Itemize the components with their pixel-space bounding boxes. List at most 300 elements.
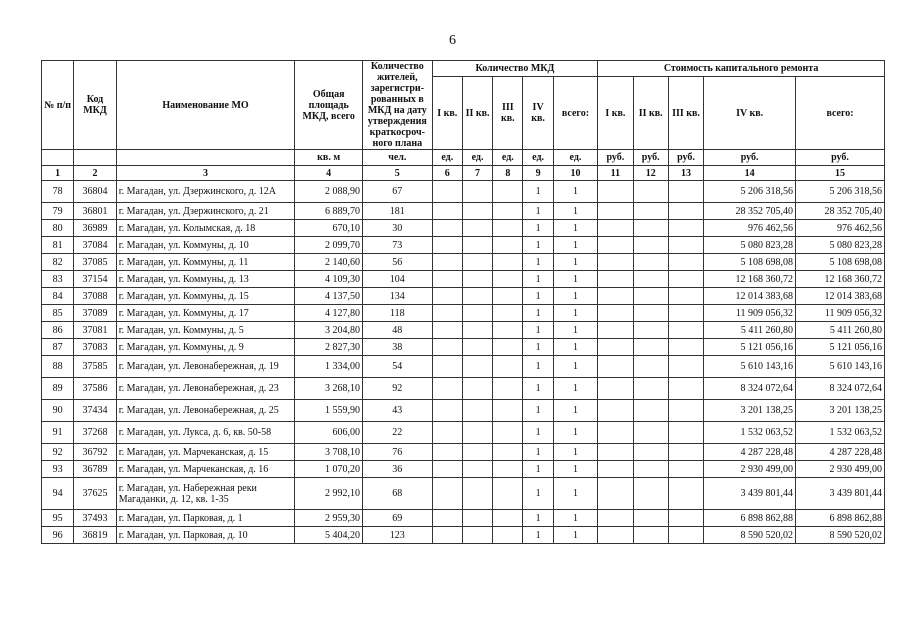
row-cost-total: 5 080 823,28 bbox=[796, 237, 885, 254]
row-cost-q4: 6 898 862,88 bbox=[704, 510, 796, 527]
row-name: г. Магадан, ул. Парковая, д. 10 bbox=[116, 527, 295, 544]
table-row bbox=[42, 339, 885, 356]
row-count-total: 1 bbox=[553, 422, 597, 444]
row-count-q3 bbox=[493, 510, 523, 527]
row-cost-q1 bbox=[598, 461, 633, 478]
row-count-q3 bbox=[493, 400, 523, 422]
row-cost-q2 bbox=[633, 271, 668, 288]
row-cost-q4: 5 080 823,28 bbox=[704, 237, 796, 254]
row-cost-q4: 2 930 499,00 bbox=[704, 461, 796, 478]
row-residents: 123 bbox=[362, 527, 432, 544]
row-count-q3 bbox=[493, 478, 523, 510]
row-count-total: 1 bbox=[553, 527, 597, 544]
row-number: 93 bbox=[42, 461, 74, 478]
unit-rub: руб. bbox=[633, 150, 668, 166]
row-area: 3 708,10 bbox=[295, 444, 363, 461]
row-name: г. Магадан, ул. Коммуны, д. 10 bbox=[116, 237, 295, 254]
table-row bbox=[42, 254, 885, 271]
row-cost-q4: 3 201 138,25 bbox=[704, 400, 796, 422]
row-count-q1 bbox=[432, 339, 462, 356]
row-count-q2 bbox=[462, 339, 492, 356]
row-count-total: 1 bbox=[553, 444, 597, 461]
row-code: 37625 bbox=[74, 478, 116, 510]
row-area: 4 127,80 bbox=[295, 305, 363, 322]
row-cost-q1 bbox=[598, 527, 633, 544]
row-residents: 36 bbox=[362, 461, 432, 478]
row-cost-q3 bbox=[668, 237, 703, 254]
row-count-q1 bbox=[432, 444, 462, 461]
row-name: г. Магадан, ул. Коммуны, д. 5 bbox=[116, 322, 295, 339]
header-cost-total: всего: bbox=[796, 77, 885, 150]
row-cost-q4: 976 462,56 bbox=[704, 220, 796, 237]
row-cost-q4: 5 411 260,80 bbox=[704, 322, 796, 339]
row-code: 37083 bbox=[74, 339, 116, 356]
row-cost-q2 bbox=[633, 400, 668, 422]
row-count-q3 bbox=[493, 271, 523, 288]
row-count-q3 bbox=[493, 378, 523, 400]
row-count-q2 bbox=[462, 237, 492, 254]
row-cost-total: 5 108 698,08 bbox=[796, 254, 885, 271]
row-cost-q2 bbox=[633, 305, 668, 322]
row-cost-q3 bbox=[668, 478, 703, 510]
row-count-q2 bbox=[462, 444, 492, 461]
row-count-q4: 1 bbox=[523, 461, 553, 478]
row-count-q4: 1 bbox=[523, 322, 553, 339]
row-cost-total: 3 439 801,44 bbox=[796, 478, 885, 510]
row-cost-q2 bbox=[633, 339, 668, 356]
row-cost-total: 5 121 056,16 bbox=[796, 339, 885, 356]
table-row bbox=[42, 378, 885, 400]
row-area: 606,00 bbox=[295, 422, 363, 444]
row-cost-q1 bbox=[598, 181, 633, 203]
row-count-q4: 1 bbox=[523, 510, 553, 527]
header-cost-q4: IV кв. bbox=[704, 77, 796, 150]
row-count-total: 1 bbox=[553, 339, 597, 356]
row-code: 36792 bbox=[74, 444, 116, 461]
row-count-q4: 1 bbox=[523, 203, 553, 220]
row-cost-q4: 11 909 056,32 bbox=[704, 305, 796, 322]
row-name: г. Магадан, ул. Левонабережная, д. 19 bbox=[116, 356, 295, 378]
row-number: 96 bbox=[42, 527, 74, 544]
row-name: г. Магадан, ул. Дзержинского, д. 21 bbox=[116, 203, 295, 220]
column-number: 12 bbox=[633, 166, 668, 181]
row-number: 94 bbox=[42, 478, 74, 510]
row-code: 37434 bbox=[74, 400, 116, 422]
row-code: 37493 bbox=[74, 510, 116, 527]
row-area: 2 099,70 bbox=[295, 237, 363, 254]
row-count-q4: 1 bbox=[523, 271, 553, 288]
header-num: № п/п bbox=[42, 61, 74, 150]
row-residents: 48 bbox=[362, 322, 432, 339]
row-number: 87 bbox=[42, 339, 74, 356]
row-code: 37585 bbox=[74, 356, 116, 378]
row-number: 92 bbox=[42, 444, 74, 461]
row-count-total: 1 bbox=[553, 220, 597, 237]
row-area: 3 268,10 bbox=[295, 378, 363, 400]
row-cost-q4: 4 287 228,48 bbox=[704, 444, 796, 461]
row-number: 88 bbox=[42, 356, 74, 378]
row-number: 89 bbox=[42, 378, 74, 400]
row-code: 37084 bbox=[74, 237, 116, 254]
row-cost-q1 bbox=[598, 510, 633, 527]
row-count-q3 bbox=[493, 254, 523, 271]
unit-rub: руб. bbox=[598, 150, 633, 166]
table-row bbox=[42, 322, 885, 339]
row-count-q1 bbox=[432, 527, 462, 544]
row-count-q4: 1 bbox=[523, 220, 553, 237]
row-code: 37586 bbox=[74, 378, 116, 400]
row-cost-q3 bbox=[668, 461, 703, 478]
row-residents: 181 bbox=[362, 203, 432, 220]
row-count-q4: 1 bbox=[523, 444, 553, 461]
column-number: 8 bbox=[493, 166, 523, 181]
row-count-q3 bbox=[493, 422, 523, 444]
row-cost-q4: 1 532 063,52 bbox=[704, 422, 796, 444]
table-row bbox=[42, 237, 885, 254]
header-count-q3: III кв. bbox=[493, 77, 523, 150]
row-count-q2 bbox=[462, 181, 492, 203]
header-count-total: всего: bbox=[553, 77, 597, 150]
header-count-q4: IV кв. bbox=[523, 77, 553, 150]
row-area: 2 088,90 bbox=[295, 181, 363, 203]
table-row bbox=[42, 478, 885, 510]
row-area: 2 827,30 bbox=[295, 339, 363, 356]
row-cost-total: 12 014 383,68 bbox=[796, 288, 885, 305]
row-count-total: 1 bbox=[553, 271, 597, 288]
row-count-q1 bbox=[432, 510, 462, 527]
row-name: г. Магадан, ул. Коммуны, д. 9 bbox=[116, 339, 295, 356]
row-count-q4: 1 bbox=[523, 400, 553, 422]
row-cost-q1 bbox=[598, 356, 633, 378]
row-residents: 43 bbox=[362, 400, 432, 422]
row-name: г. Магадан, ул. Коммуны, д. 15 bbox=[116, 288, 295, 305]
row-cost-q4: 5 206 318,56 bbox=[704, 181, 796, 203]
row-count-total: 1 bbox=[553, 478, 597, 510]
row-cost-q3 bbox=[668, 444, 703, 461]
row-area: 4 137,50 bbox=[295, 288, 363, 305]
row-residents: 104 bbox=[362, 271, 432, 288]
row-count-q2 bbox=[462, 254, 492, 271]
row-code: 37081 bbox=[74, 322, 116, 339]
row-cost-total: 5 411 260,80 bbox=[796, 322, 885, 339]
table-row bbox=[42, 461, 885, 478]
row-count-q1 bbox=[432, 220, 462, 237]
row-cost-q3 bbox=[668, 400, 703, 422]
column-number: 11 bbox=[598, 166, 633, 181]
header-cost-q3: III кв. bbox=[668, 77, 703, 150]
row-number: 86 bbox=[42, 322, 74, 339]
row-cost-total: 5 610 143,16 bbox=[796, 356, 885, 378]
row-cost-total: 1 532 063,52 bbox=[796, 422, 885, 444]
row-count-q2 bbox=[462, 220, 492, 237]
header-cost-q2: II кв. bbox=[633, 77, 668, 150]
row-count-q4: 1 bbox=[523, 378, 553, 400]
header-area: Общая площадь МКД, всего bbox=[295, 61, 363, 150]
row-code: 37154 bbox=[74, 271, 116, 288]
unit-count: ед. bbox=[493, 150, 523, 166]
row-cost-q3 bbox=[668, 181, 703, 203]
table-row bbox=[42, 422, 885, 444]
row-code: 37085 bbox=[74, 254, 116, 271]
row-name: г. Магадан, ул. Набережная реки Магаданки, д. 12, кв. 1-35 bbox=[116, 478, 295, 510]
row-count-q1 bbox=[432, 237, 462, 254]
row-cost-q3 bbox=[668, 339, 703, 356]
column-number: 15 bbox=[796, 166, 885, 181]
row-cost-total: 976 462,56 bbox=[796, 220, 885, 237]
row-count-total: 1 bbox=[553, 203, 597, 220]
row-name: г. Магадан, ул. Дзержинского, д. 12А bbox=[116, 181, 295, 203]
row-name: г. Магадан, ул. Коммуны, д. 11 bbox=[116, 254, 295, 271]
row-count-q3 bbox=[493, 322, 523, 339]
row-cost-q2 bbox=[633, 478, 668, 510]
table-row bbox=[42, 220, 885, 237]
row-count-q1 bbox=[432, 378, 462, 400]
row-count-total: 1 bbox=[553, 510, 597, 527]
row-cost-q2 bbox=[633, 203, 668, 220]
row-count-q2 bbox=[462, 322, 492, 339]
row-cost-q1 bbox=[598, 220, 633, 237]
row-count-q1 bbox=[432, 461, 462, 478]
row-count-total: 1 bbox=[553, 378, 597, 400]
row-count-q3 bbox=[493, 288, 523, 305]
header-code: Код МКД bbox=[74, 61, 116, 150]
row-cost-total: 8 590 520,02 bbox=[796, 527, 885, 544]
row-cost-q1 bbox=[598, 288, 633, 305]
row-cost-q2 bbox=[633, 356, 668, 378]
row-cost-q4: 8 324 072,64 bbox=[704, 378, 796, 400]
table-row bbox=[42, 444, 885, 461]
header-count-group: Количество МКД bbox=[432, 61, 598, 77]
row-area: 3 204,80 bbox=[295, 322, 363, 339]
unit-rub: руб. bbox=[796, 150, 885, 166]
row-count-q1 bbox=[432, 422, 462, 444]
row-count-q3 bbox=[493, 444, 523, 461]
row-count-q4: 1 bbox=[523, 288, 553, 305]
column-number: 1 bbox=[42, 166, 74, 181]
row-cost-q3 bbox=[668, 422, 703, 444]
table-row bbox=[42, 271, 885, 288]
row-count-q1 bbox=[432, 271, 462, 288]
row-cost-q1 bbox=[598, 478, 633, 510]
row-cost-q2 bbox=[633, 254, 668, 271]
row-count-q2 bbox=[462, 305, 492, 322]
row-number: 80 bbox=[42, 220, 74, 237]
row-cost-q4: 5 108 698,08 bbox=[704, 254, 796, 271]
row-code: 36789 bbox=[74, 461, 116, 478]
unit-rub: руб. bbox=[668, 150, 703, 166]
row-count-q1 bbox=[432, 305, 462, 322]
header-count-q1: I кв. bbox=[432, 77, 462, 150]
row-count-q2 bbox=[462, 400, 492, 422]
row-cost-q3 bbox=[668, 203, 703, 220]
row-count-q2 bbox=[462, 527, 492, 544]
row-count-q2 bbox=[462, 288, 492, 305]
row-cost-q2 bbox=[633, 461, 668, 478]
row-area: 6 889,70 bbox=[295, 203, 363, 220]
row-residents: 69 bbox=[362, 510, 432, 527]
row-cost-q3 bbox=[668, 305, 703, 322]
row-number: 90 bbox=[42, 400, 74, 422]
row-count-q4: 1 bbox=[523, 181, 553, 203]
page-number: 6 bbox=[449, 33, 456, 48]
header-count-q2: II кв. bbox=[462, 77, 492, 150]
row-count-q3 bbox=[493, 527, 523, 544]
row-area: 4 109,30 bbox=[295, 271, 363, 288]
row-residents: 56 bbox=[362, 254, 432, 271]
row-cost-total: 3 201 138,25 bbox=[796, 400, 885, 422]
row-number: 79 bbox=[42, 203, 74, 220]
row-count-total: 1 bbox=[553, 288, 597, 305]
row-number: 81 bbox=[42, 237, 74, 254]
row-area: 2 140,60 bbox=[295, 254, 363, 271]
header-residents: Количество жителей, зарегистри-рованных в МКД на дату утверждения краткосроч-ного плана bbox=[362, 61, 432, 150]
row-cost-q3 bbox=[668, 378, 703, 400]
unit-area: кв. м bbox=[295, 150, 363, 166]
row-cost-q3 bbox=[668, 220, 703, 237]
row-count-q1 bbox=[432, 478, 462, 510]
row-cost-q4: 12 014 383,68 bbox=[704, 288, 796, 305]
row-cost-q4: 3 439 801,44 bbox=[704, 478, 796, 510]
row-cost-q4: 12 168 360,72 bbox=[704, 271, 796, 288]
row-number: 95 bbox=[42, 510, 74, 527]
row-count-total: 1 bbox=[553, 400, 597, 422]
unit-count: ед. bbox=[462, 150, 492, 166]
table-row bbox=[42, 400, 885, 422]
row-count-q3 bbox=[493, 356, 523, 378]
row-count-q4: 1 bbox=[523, 356, 553, 378]
table-row bbox=[42, 203, 885, 220]
row-count-total: 1 bbox=[553, 181, 597, 203]
row-residents: 38 bbox=[362, 339, 432, 356]
header-name: Наименование МО bbox=[116, 61, 295, 150]
row-count-q4: 1 bbox=[523, 478, 553, 510]
row-cost-q2 bbox=[633, 181, 668, 203]
row-count-q3 bbox=[493, 461, 523, 478]
row-count-total: 1 bbox=[553, 254, 597, 271]
row-cost-q3 bbox=[668, 527, 703, 544]
row-name: г. Магадан, ул. Марчеканская, д. 15 bbox=[116, 444, 295, 461]
row-area: 5 404,20 bbox=[295, 527, 363, 544]
row-count-q4: 1 bbox=[523, 422, 553, 444]
row-cost-q4: 28 352 705,40 bbox=[704, 203, 796, 220]
unit-count: ед. bbox=[523, 150, 553, 166]
column-number: 10 bbox=[553, 166, 597, 181]
row-code: 37089 bbox=[74, 305, 116, 322]
unit-people: чел. bbox=[362, 150, 432, 166]
row-count-q3 bbox=[493, 305, 523, 322]
unit-count: ед. bbox=[553, 150, 597, 166]
row-cost-q3 bbox=[668, 254, 703, 271]
row-cost-q1 bbox=[598, 254, 633, 271]
row-count-q4: 1 bbox=[523, 527, 553, 544]
row-cost-q1 bbox=[598, 444, 633, 461]
row-count-q2 bbox=[462, 378, 492, 400]
header-cost-q1: I кв. bbox=[598, 77, 633, 150]
row-count-q2 bbox=[462, 203, 492, 220]
row-number: 85 bbox=[42, 305, 74, 322]
row-number: 91 bbox=[42, 422, 74, 444]
row-count-total: 1 bbox=[553, 237, 597, 254]
row-cost-q4: 8 590 520,02 bbox=[704, 527, 796, 544]
row-count-q4: 1 bbox=[523, 339, 553, 356]
row-name: г. Магадан, ул. Парковая, д. 1 bbox=[116, 510, 295, 527]
table-row bbox=[42, 288, 885, 305]
row-residents: 92 bbox=[362, 378, 432, 400]
row-area: 1 334,00 bbox=[295, 356, 363, 378]
table-row bbox=[42, 510, 885, 527]
table-row bbox=[42, 356, 885, 378]
row-cost-q1 bbox=[598, 378, 633, 400]
row-cost-q3 bbox=[668, 322, 703, 339]
row-count-q2 bbox=[462, 461, 492, 478]
row-residents: 54 bbox=[362, 356, 432, 378]
row-name: г. Магадан, ул. Левонабережная, д. 23 bbox=[116, 378, 295, 400]
row-cost-q3 bbox=[668, 271, 703, 288]
row-name: г. Магадан, ул. Колымская, д. 18 bbox=[116, 220, 295, 237]
row-cost-total: 6 898 862,88 bbox=[796, 510, 885, 527]
row-count-total: 1 bbox=[553, 305, 597, 322]
row-cost-q2 bbox=[633, 288, 668, 305]
row-residents: 22 bbox=[362, 422, 432, 444]
row-count-total: 1 bbox=[553, 356, 597, 378]
row-area: 670,10 bbox=[295, 220, 363, 237]
row-count-q3 bbox=[493, 339, 523, 356]
row-cost-total: 2 930 499,00 bbox=[796, 461, 885, 478]
row-count-q3 bbox=[493, 181, 523, 203]
table-row bbox=[42, 527, 885, 544]
row-cost-total: 5 206 318,56 bbox=[796, 181, 885, 203]
column-number: 2 bbox=[74, 166, 116, 181]
row-area: 1 559,90 bbox=[295, 400, 363, 422]
row-count-q4: 1 bbox=[523, 237, 553, 254]
row-name: г. Магадан, ул. Лукса, д. 6, кв. 50-58 bbox=[116, 422, 295, 444]
row-code: 36819 bbox=[74, 527, 116, 544]
row-count-q1 bbox=[432, 254, 462, 271]
row-number: 82 bbox=[42, 254, 74, 271]
row-cost-q4: 5 121 056,16 bbox=[704, 339, 796, 356]
column-number: 4 bbox=[295, 166, 363, 181]
row-count-q2 bbox=[462, 478, 492, 510]
row-count-q3 bbox=[493, 220, 523, 237]
row-name: г. Магадан, ул. Левонабережная, д. 25 bbox=[116, 400, 295, 422]
row-count-q1 bbox=[432, 356, 462, 378]
row-cost-q3 bbox=[668, 510, 703, 527]
row-count-q1 bbox=[432, 400, 462, 422]
row-cost-q1 bbox=[598, 339, 633, 356]
row-cost-q4: 5 610 143,16 bbox=[704, 356, 796, 378]
row-cost-q1 bbox=[598, 203, 633, 220]
row-count-q1 bbox=[432, 181, 462, 203]
row-residents: 134 bbox=[362, 288, 432, 305]
column-number: 6 bbox=[432, 166, 462, 181]
row-count-total: 1 bbox=[553, 461, 597, 478]
row-code: 36801 bbox=[74, 203, 116, 220]
row-cost-total: 8 324 072,64 bbox=[796, 378, 885, 400]
row-cost-q2 bbox=[633, 444, 668, 461]
row-count-q2 bbox=[462, 271, 492, 288]
row-residents: 67 bbox=[362, 181, 432, 203]
unit-count: ед. bbox=[432, 150, 462, 166]
row-count-q1 bbox=[432, 322, 462, 339]
row-name: г. Магадан, ул. Коммуны, д. 17 bbox=[116, 305, 295, 322]
column-number: 5 bbox=[362, 166, 432, 181]
row-cost-q2 bbox=[633, 220, 668, 237]
column-number: 14 bbox=[704, 166, 796, 181]
row-cost-q2 bbox=[633, 237, 668, 254]
row-residents: 118 bbox=[362, 305, 432, 322]
row-area: 2 959,30 bbox=[295, 510, 363, 527]
capital-repair-table bbox=[41, 60, 885, 544]
